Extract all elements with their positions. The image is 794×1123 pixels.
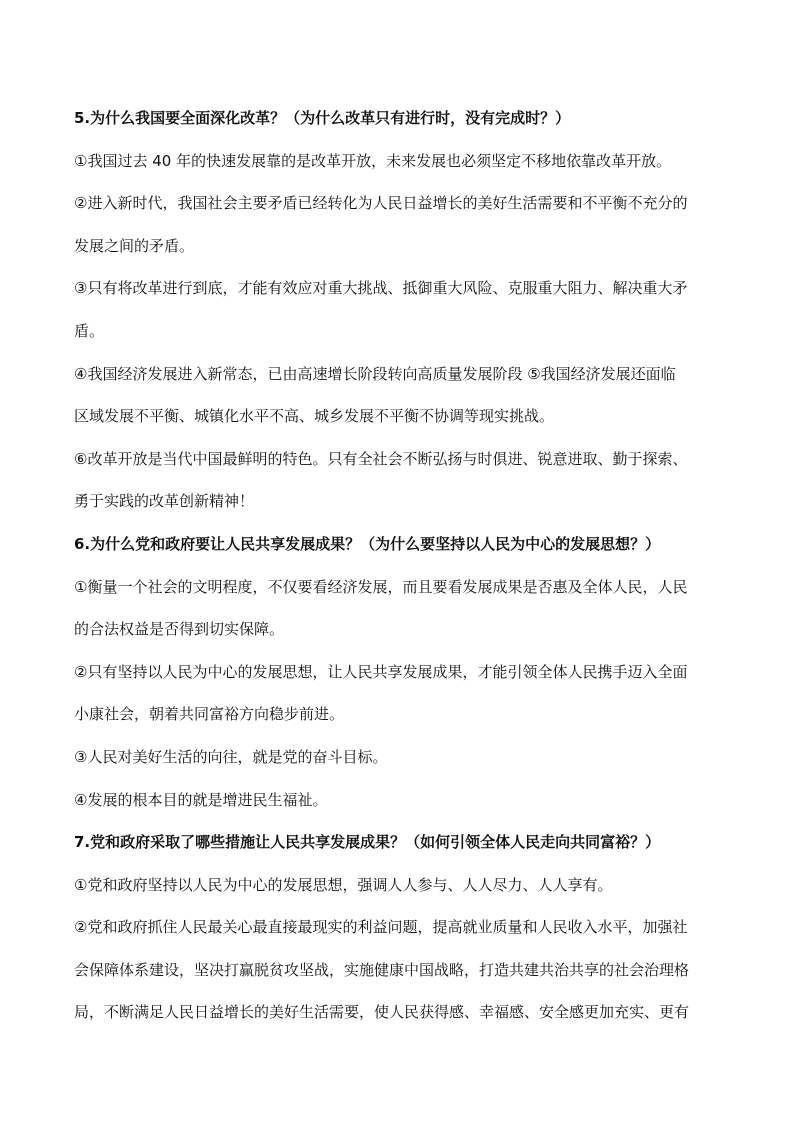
section-heading-7: 7.党和政府采取了哪些措施让人民共享发展成果？（如何引领全体人民走向共同富裕？） (74, 833, 661, 852)
paragraph-line: 勇于实践的改革创新精神！ (74, 492, 255, 511)
paragraph-line: ②党和政府抓住人民最关心最直接最现实的利益问题，提高就业质量和人民收入水平，加强社 (74, 918, 688, 937)
paragraph-line: 区域发展不平衡、城镇化水平不高、城乡发展不平衡不协调等现实挑战。 (74, 407, 555, 426)
paragraph-line: ③人民对美好生活的向往，就是党的奋斗目标。 (74, 747, 388, 766)
paragraph-line: 局，不断满足人民日益增长的美好生活需要，使人民获得感、幸福感、安全感更加充实、更有 (74, 1003, 690, 1022)
section-heading-6: 6.为什么党和政府要让人民共享发展成果？（为什么要坚持以人民为中心的发展思想？） (74, 534, 661, 553)
paragraph-line: ①党和政府坚持以人民为中心的发展思想，强调人人参与、人人尽力、人人享有。 (74, 875, 613, 894)
document-page (74, 103, 734, 1040)
paragraph-line: 小康社会，朝着共同富裕方向稳步前进。 (74, 705, 345, 724)
paragraph-line: ⑥改革开放是当代中国最鲜明的特色。只有全社会不断弘扬与时俱进、锐意进取、勤于探索、 (74, 449, 688, 468)
paragraph-line: ①我国过去 40 年的快速发展靠的是改革开放，未来发展也必须坚定不移地依靠改革开放。 (74, 151, 672, 170)
paragraph-line: 盾。 (74, 321, 105, 340)
paragraph-line: ②只有坚持以人民为中心的发展思想，让人民共享发展成果，才能引领全体人民携手迈入全面 (74, 662, 688, 681)
paragraph-line: ①衡量一个社会的文明程度，不仅要看经济发展，而且要看发展成果是否惠及全体人民，人民 (74, 577, 688, 596)
paragraph-line: 发展之间的矛盾。 (74, 236, 195, 255)
paragraph-line: ④我国经济发展进入新常态，已由高速增长阶段转向高质量发展阶段 ⑤我国经济发展还面临 (74, 364, 676, 383)
section-heading-5: 5.为什么我国要全面深化改革？（为什么改革只有进行时，没有完成时？） (74, 109, 571, 127)
paragraph-line: 的合法权益是否得到切实保障。 (74, 620, 285, 639)
paragraph-line: ④发展的根本目的就是增进民生福祉。 (74, 790, 328, 809)
paragraph-line: 会保障体系建设，坚决打赢脱贫攻坚战，实施健康中国战略，打造共建共治共享的社会治理格 (74, 960, 690, 979)
paragraph-line: ③只有将改革进行到底，才能有效应对重大挑战、抵御重大风险、克服重大阻力、解决重大矛 (74, 279, 688, 298)
paragraph-line: ②进入新时代，我国社会主要矛盾已经转化为人民日益增长的美好生活需要和不平衡不充分的 (74, 194, 688, 213)
